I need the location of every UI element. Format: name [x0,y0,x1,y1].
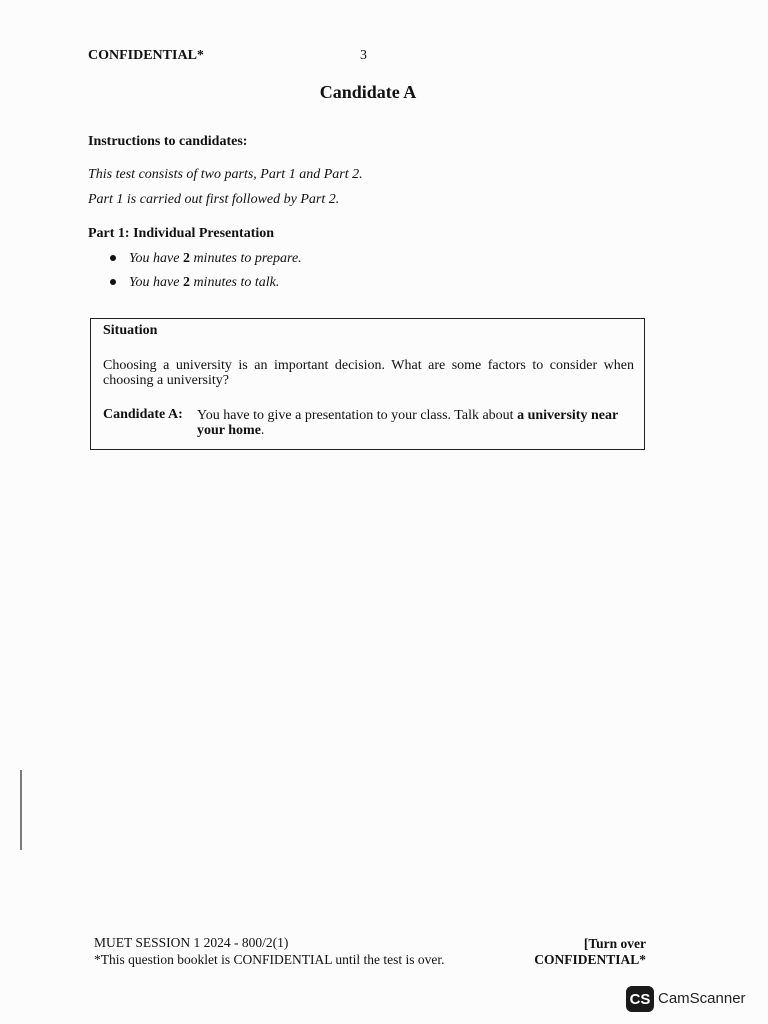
footer-confidential-note: *This question booklet is CONFIDENTIAL until the test is over. [94,952,445,967]
candidate-task-topic: a university near your home [197,408,618,438]
instructions-heading: Instructions to candidates: [88,134,248,149]
bullet-number: 2 [182,275,190,290]
camscanner-watermark: CamScanner [658,990,746,1007]
bullet-text-post: minutes to talk. [189,275,280,290]
situation-box [90,318,645,450]
bullet-number: 2 [182,251,190,266]
camscanner-logo-icon: CS [626,986,654,1012]
bullet-text-post: minutes to prepare. [189,251,302,266]
list-item [110,250,302,274]
list-item [110,274,302,298]
situation-text: Choosing a university is an important decision. What are some factors to consider when choosing a university? [103,358,634,388]
bullet-text-pre: You have [129,251,183,266]
instructions-line-1: This test consists of two parts, Part 1 and Part 2. [88,167,363,182]
footer-confidential: CONFIDENTIAL* [534,952,646,967]
instructions-line-2: Part 1 is carried out first followed by Part 2. [88,192,340,207]
candidate-task-post: . [260,423,265,438]
header-confidential: CONFIDENTIAL* [88,48,204,63]
footer-turn-over: [Turn over [583,936,646,951]
candidate-label: Candidate A: [103,407,183,422]
scan-margin-line [20,770,22,850]
page-title: Candidate A [319,82,417,102]
bullet-text-pre: You have [129,275,183,290]
part1-heading: Part 1: Individual Presentation [88,226,275,241]
part1-bullet-list [110,250,302,298]
footer-session: MUET SESSION 1 2024 - 800/2(1) [94,935,289,950]
candidate-task-pre: You have to give a presentation to your class. Talk about [197,408,518,423]
candidate-task [197,408,635,438]
page-number: 3 [360,48,367,63]
situation-heading: Situation [103,323,158,338]
